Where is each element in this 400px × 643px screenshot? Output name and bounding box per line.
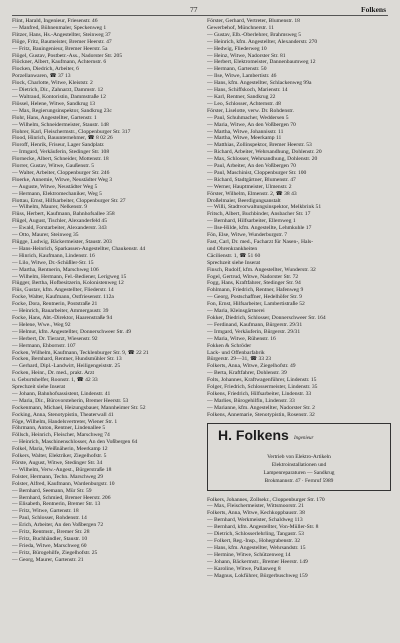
directory-entry: und Ohrenkrankheiten <box>207 245 258 252</box>
directory-entry: — Wilhelm, Maurer, Nelkenstr. 9 <box>12 204 88 211</box>
directory-entry: Förste, August, Witwe, Stedinger Str. 34 <box>12 460 103 466</box>
directory-entry: Flögel, Gustav, Postbetr.-Ass., Nadorster Str. 205 <box>12 52 123 59</box>
directory-entry: Floroff, Henrik, Friseur, Lager Sandplatz <box>12 142 104 149</box>
right-column-bottom-entries <box>207 497 391 580</box>
directory-entry: Förster, Liselotte, verw. Dr. Rohdenstr. <box>207 107 294 114</box>
directory-entry: — Elisabeth, Rentnerin, Bremer Str. 13 <box>12 501 101 508</box>
directory-entry: Flock, Charlotte, Witwe, Kleiststr. 2 <box>12 80 93 87</box>
directory-entry: — Ewald, Forstarbeiter, Alexanderstr. 343 <box>12 225 107 232</box>
directory-entry: — Hans, Schiffskoch, Marienstr. 14 <box>207 87 288 94</box>
directory-entry: — Karl, Rentner, Sandkrug 22 <box>207 93 276 100</box>
directory-entry: — Dietrich, Dir., Zahnarzt, Dammstr. 12 <box>12 87 104 94</box>
directory-entry: — Georg, Postschaffner, Hedelhöfer Str. 9 <box>207 294 302 301</box>
directory-entry: — Werner, Hauptmeister, Ulmenstr. 2 <box>207 183 292 190</box>
directory-entry: — Max, Regierungsinspektor, Sandkrug 23c <box>12 107 112 114</box>
directory-entry: — Fritz, Buchhändler, Staustr. 10 <box>12 535 88 542</box>
directory-entry: Flitzer, Hans, Hs.-Angestellter, Steinweg 37 <box>12 31 111 38</box>
directory-entry: Fockenmann, Michael, Heizungsbauer, Mannheimer Str. 52 <box>12 404 146 411</box>
header-rule <box>12 15 388 16</box>
right-column <box>207 18 391 579</box>
directory-entry: Folkens, Friedrich, Hilfsarbeiter, Lindenstr. 33 <box>207 390 312 397</box>
directory-entry: Floerke, Annemie, Witwe, Neustädter Weg 3 <box>12 176 113 183</box>
directory-entry: — Bernhard, Hilfsarbeiter, Ellernweg 1 <box>207 218 296 225</box>
directory-entry: — Matthias, Zollinspektor, Bremer Heerstr. 53 <box>207 142 312 149</box>
directory-entry: — Wilhelm, Hermann, Fel.-Bediener, Lerigweg 15 <box>12 273 127 280</box>
directory-entry: — Hans, kfm. Angestellter, Wehrsandstr. 15 <box>207 544 306 551</box>
directory-entry: — Folkert, Reg.-Insp., Hohegrabenstr. 32 <box>207 538 301 544</box>
directory-entry: — Martha, Rentnerin, Marschweg 106 <box>12 266 99 273</box>
ad-line: Brokmannstr. 47 · Fernruf 5989 <box>264 477 334 484</box>
directory-entry: — Hermann, Gartenstr. 50 <box>207 66 267 73</box>
directory-entry: Focke, Dora, Rentnerin, Poststraße 21 <box>12 301 98 308</box>
directory-entry: — Manfred, Bühnenmaler, Speckenweg 1 <box>12 24 107 31</box>
directory-entry: — Walter, Arbeiter, Cloppenburger Str. 246 <box>12 169 110 176</box>
directory-entry: Föllsch, Heinrich, Fleischer, Marschweg 74 <box>12 432 110 439</box>
directory-entry: — Max, Schlosser, Wehrsandhung, Dohlenstr. 20 <box>207 156 318 163</box>
directory-entry: — Bernhard, Werkmeister, Schaldweg 113 <box>207 517 303 524</box>
directory-entry: Flüss, Herbert, Kaufmann, Bahnhofsallee 358 <box>12 211 115 218</box>
directory-entry: Finsch, Rudolf, kfm. Angestellter, Wunderstr. 32 <box>207 266 316 273</box>
directory-entry: — Fritz, Witwe, Gartenstr. 18 <box>12 508 79 515</box>
directory-entry: — Otto, Maurer, Steinweg 35 <box>12 232 79 239</box>
directory-entry: Fogel, Gertrud, Witwe, Nadorster Str. 72 <box>207 273 299 280</box>
directory-entry: Flügge, Ludwig, Bäckermeister, Staustr. 203 <box>12 239 112 245</box>
directory-entry: Folkers, Johannes, Zollsekr., Cloppenburger Str. 170 <box>207 496 325 503</box>
directory-entry: Flügger, Bertha, Hofbesitzerin, Kolonistenweg 12 <box>12 280 124 287</box>
directory-entry: Folkel, Maria, Weißnäherin, Meerkamp 12 <box>12 446 108 453</box>
directory-entry: — Wilhelm, Schneidermeister, Staustr. 148 <box>12 121 109 128</box>
directory-entry: Fon, Ernst, Hilfsarbeiter, Lambertistraße 52 <box>207 301 305 308</box>
directory-entry: Sprechzeit siehe Inserat <box>12 384 66 391</box>
directory-entry: — Gustav, Elb.-Oberlehrer, Brahmsweg 5 <box>207 31 302 38</box>
directory-entry: — Irmgard, Verkäuferin, Stedinger Str. 108 <box>12 149 110 156</box>
ad-line: Elektroinstallationen und <box>271 461 327 468</box>
directory-entry: — Lilo, Witwe, Dr.-Schüßler-Str. 15 <box>12 259 94 266</box>
directory-entry: — Bernhard, Seemann, Mür Str. 59 <box>12 487 92 494</box>
directory-entry: Focken, Wilhelm, Kaufmann, Tecklenburger Str. 9, ☎ 22 21 <box>12 349 149 356</box>
directory-entry: — Berta, Kraftfahrer, Dohlenstr. 39 <box>207 370 287 377</box>
directory-entry: Flood, Hinrich, Bauunternehmer, ☎ 8 02 26 <box>12 135 113 142</box>
directory-entry: — Heinrich, Maschinenschlosser, An den Voßbergen 64 <box>12 439 138 446</box>
directory-entry: — Frieda, Witwe, Marschweg 60 <box>12 542 87 549</box>
directory-entry: Flornecke, Albert, Schneider, Mottenstr. 18 <box>12 156 109 163</box>
directory-entry: — Richard, Arbeiter, Wehrsandhung, Dohlenstr. 20 <box>207 149 322 156</box>
directory-entry: Folger, Friedrich, Schlossermeister, Lindenstr. 35 <box>207 384 318 391</box>
directory-entry: — Maria, Dir., Bürovorsteherin, Bremer Heerstr. 53 <box>12 397 129 404</box>
page-number: 77 <box>190 5 198 14</box>
directory-entry: Folster, Alfred, Kaufmann, Wardenburgstr. 10 <box>12 480 115 487</box>
directory-entry: — Auguste, Witwe, Neustädter Weg 5 <box>12 183 98 190</box>
directory-entry: — Georg, Maurer, Gartenstr. 21 <box>12 556 84 563</box>
directory-entry: — Bernhard, Schmied, Bremer Heerstr. 206 <box>12 494 111 501</box>
directory-entry: — Martha, Witwe, Meerkamp 11 <box>207 135 282 142</box>
directory-entry: Flügel, August, Tischler, Alexanderfeld 45 <box>12 218 108 225</box>
directory-entry: — Heinrich, kfm. Angestellter, Alexanderstr. 270 <box>207 38 318 45</box>
directory-entry: — Martha, Witwe, Johannisstr. 11 <box>207 128 284 135</box>
directory-entry: Bürgerstr. 29—31, ☎ 33 23 <box>207 356 272 363</box>
directory-entry: — Helmut, kfm. Angestellter, Donnerschweer Str. 49 <box>12 328 132 335</box>
directory-entry: Florrer, Gustav, Witwe, Gaußenstr. 5 <box>12 163 95 170</box>
directory-entry: — Richard, Stadtgärtner, Blumenstr. 47 <box>207 176 296 183</box>
directory-entry: Föhrmann, Anton, Rentner, Lindenallee 5 <box>12 425 106 432</box>
directory-entry: Fohlmann, Friedrich, Rentner, Hafenweg 9 <box>207 287 304 294</box>
directory-entry: — Ferdinand, Kaufmann, Bürgerstr. 29/31 <box>207 321 303 328</box>
directory-entry: — Marianne, kfm. Angestellter, Nadorster Str. 2 <box>207 404 315 411</box>
directory-entry: Fokken & Schröder <box>207 342 252 349</box>
ad-subtitle: Ingenieur <box>294 435 314 441</box>
directory-entry: — Johann, Bahnhofsassistent, Lindenstr. 41 <box>12 390 111 397</box>
directory-entry: — Paul, Schuhmacher, Weddersen 5 <box>207 114 289 121</box>
left-column <box>12 18 196 564</box>
directory-entry: Fogg, Hans, Kraftfahrer, Stedinger Str. 94 <box>207 280 301 287</box>
directory-entry: Föge, Wilhelm, Handelsvertreter, Wiener Str. 1 <box>12 418 118 425</box>
directory-entry: Flottau, Ernst, Hilfsarbeiter, Cloppenburger Str. 27 <box>12 197 126 204</box>
directory-entry: — Ilse-Hilde, kfm. Angestellte, Lehmkuhle 17 <box>207 225 312 232</box>
directory-entry: Fön, Else, Witwe, Wunderburgstr. 7 <box>207 232 288 239</box>
directory-entry: Gewerbehof, Münchnerstr. 11 <box>207 24 274 31</box>
directory-entry: Focken, Heinr., Dr. med., prakt. Arzt <box>12 370 95 377</box>
directory-entry: — Herbert, Elektromeister, Dannenbaumweg 12 <box>207 59 316 66</box>
directory-entry: Flocken, Diedrich, Arbeiter, 6 <box>12 66 79 73</box>
directory-entry: Cäcilienstr. 1, ☎ 51 60 <box>207 252 261 259</box>
directory-entry: Droßelmaier, Beerdigungsanstalt <box>207 197 281 204</box>
directory-entry: Fritsch, Albert, Buchbinder, Ansbacher Str. 17 <box>207 211 311 218</box>
directory-entry: Folkers, Walter, Elektriker, Ziegelhofstr. 5 <box>12 453 107 460</box>
directory-entry: — Hinrich, Kaufmann, Lindenstr. 16 <box>12 252 95 259</box>
directory-entry: Folkerts, Anna, Witwe, Kechkoppbaustr. 38 <box>207 510 305 517</box>
directory-entry: — Karoline, Witwe, Pallasweg 8 <box>207 565 281 572</box>
directory-entry: Fast, Carl, Dr. med., Facharzt für Nasen-, Hals- <box>207 239 314 245</box>
directory-entry: Flohrer, Karl, Fleischermstr., Cloppenburger Str. 317 <box>12 128 131 135</box>
directory-entry: Flöckner, Albert, Kaufmann, Achternstr. 6 <box>12 59 107 66</box>
directory-entry: — Paul, Schlosser, Rohdenstr. 14 <box>12 515 87 522</box>
directory-entry: — Hedwig, Fliederweg 10 <box>207 45 267 52</box>
directory-entry: — Irmgard, Verkäuferin, Bürgerstr. 29/31 <box>207 328 301 335</box>
directory-entry: — Fritz, Bürogehilfe, Ziegelhofstr. 25 <box>12 549 98 556</box>
directory-entry: — Willi, Stadtvorwaltungsinspektor, Melkbrink 51 <box>207 204 322 211</box>
directory-entry: — Fritz, Bauingenieur, Bremer Heerstr. 5a <box>12 45 108 52</box>
directory-entry: — Herbert, Dr. Tierarzt, Wiesenstr. 92 <box>12 335 98 342</box>
directory-entry: Flint, Harald, Ingenieur, Friesenstr. 46 <box>12 18 98 24</box>
directory-entry: Lack- und Offenbarfabrik <box>207 349 265 356</box>
directory-entry: Focking, Anna, Stenotypistin, Theaterwall 41 <box>12 411 114 418</box>
directory-entry: Flohr, Hans, Angestellter, Gartenstr. 1 <box>12 114 97 121</box>
directory-entry: — Gerhard, Dipl.-Landwirt, Heiligengeiststr. 25 <box>12 363 121 370</box>
ad-line: Vertrieb von Elektro-Artikeln <box>267 453 331 460</box>
directory-entry: — Wilhelm, Verw.-Angest., Bürgerstraße 18 <box>12 466 112 473</box>
directory-entry: — Hans, kfm. Angestellter, Schlackenweg 99a <box>207 80 312 87</box>
right-column-top-entries <box>207 18 391 419</box>
directory-entry: — Paul, Arbeiter, An den Voßbergen 70 <box>207 163 296 170</box>
directory-entry: — Maria, Witwe, An den Voßbergen 70 <box>207 121 296 128</box>
directory-entry: — Fritz, Rentmstr., Bremer Str. 28 <box>12 529 90 536</box>
directory-entry: Flüs, Gustav, kfm. Angestellter, Fliederstr. 14 <box>12 287 114 294</box>
directory-entry: u. Geburtshelfer, Roonstr. 1, ☎ 42 33 <box>12 377 98 384</box>
directory-entry: Flössel, Helene, Witwe, Sandkrug 13 <box>12 100 96 107</box>
ad-line: Lampenreparaturen — Sandkrug <box>263 469 335 476</box>
directory-entry: Fokker, Diedrich, Schlosser, Donnerschweer Str. 164 <box>207 314 326 321</box>
advertisement-box <box>207 423 391 491</box>
directory-entry: Flöge, Fritz, Baumeister, Bremer Heerstr. 47 <box>12 38 112 45</box>
directory-entry: Sprechzeit siehe Inserat <box>207 259 261 266</box>
ad-company-name: H. Folkens <box>218 426 289 443</box>
directory-entry: Porzellanwaren, ☎ 37 13 <box>12 73 71 80</box>
directory-entry: — Marlies, Bürogehilfin, Lindenstr. 33 <box>207 397 295 404</box>
directory-entry: — Paul, Maschinist, Cloppenburger Str. 100 <box>207 169 307 176</box>
directory-entry: — Waltraud, Kontoristin, Dammstraße 12 <box>12 93 106 100</box>
directory-entry: — Heinz, Witwe, Nadorster Str. 81 <box>207 52 286 59</box>
directory-entry: — Erich, Arbeiter, An den Voßbergen 72 <box>12 522 104 529</box>
directory-entry: — Helene, Wwe., Weg 92 <box>12 321 71 328</box>
directory-entry: Folkens, Annemarie, Stenotypistin, Rosenstr. 32 <box>207 411 315 418</box>
directory-entry: — Hans-Heinrich, Sparkassen-Angestellter, Chaukenstr. 44 <box>12 245 146 252</box>
directory-entry: — Hermann, Elektromechaniker, Weg 5 <box>12 190 102 197</box>
directory-entry: — Dietrich, Schlosserlehrling, Tangastr. 53 <box>207 531 304 538</box>
directory-entry: Förster, Wilhelm, Elmenstr. 2, ☎ 38 43 <box>207 190 297 197</box>
directory-entry: Folster, Hermann, Techn. Marschweg 29 <box>12 473 104 480</box>
directory-entry: — Ilse, Witwe, Lambertistr. 46 <box>207 73 277 80</box>
directory-entry: — Magnus, Lokführer, Bürgerbuschweg 159 <box>207 572 308 579</box>
directory-entry: Folts, Johannes, Kraftwagenführer, Lindenstr. 15 <box>207 377 317 384</box>
directory-entry: — Johann, Bäckermstr., Bremer Heerstr. 149 <box>207 558 308 565</box>
directory-entry: Folkerts, Anna, Witwe, Ziegelhofstr. 49 <box>207 363 296 370</box>
directory-entry: — Heinrich, Bauarbeiter, Ammergaustr. 39 <box>12 308 109 315</box>
directory-entry: — Max, Fleischermeister, Wittsmoorstr. 21 <box>207 503 304 510</box>
directory-entry: Focke, Hans, Abt.-Direktor, Haarenstraße 94 <box>12 314 113 321</box>
directory-entry: — Hermine, Witwe, Schützenweg 14 <box>207 551 291 558</box>
directory-entry: Focken, Bernhard, Rentner, Hundsmühler Str. 13 <box>12 356 122 363</box>
directory-entry: — Hermann, Ehbornstr. 107 <box>12 342 76 349</box>
directory-entry: Förster, Gerhard, Vertreter, Blumenstr. 18 <box>207 18 300 24</box>
running-head: Folkens <box>360 5 386 14</box>
directory-entry: — Maria, Witwe, Rühenstr. 16 <box>207 335 276 342</box>
directory-entry: — Maria, Kleinsgärtnerei <box>207 308 265 315</box>
directory-entry: — Bernhard, kfm. Angestellter, Von-Müller-Str. 8 <box>207 524 319 531</box>
directory-entry: Focke, Walter, Kaufmann, Ostfriesenstr. 112a <box>12 294 114 301</box>
directory-entry: — Leo, Schlosser, Achternstr. 48 <box>207 100 281 107</box>
